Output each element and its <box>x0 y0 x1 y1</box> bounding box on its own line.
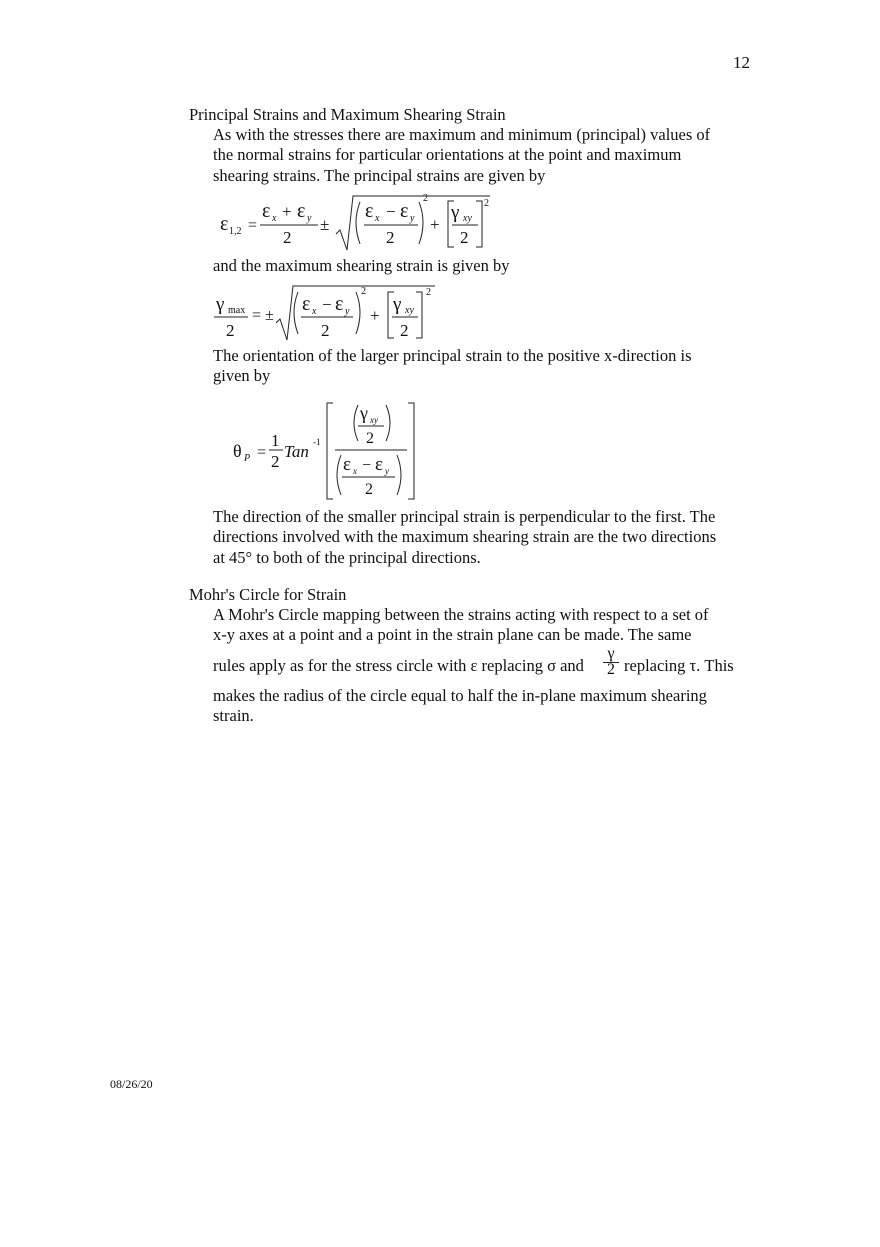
eq-epsilon: ε <box>262 200 271 222</box>
eq-denominator: 2 <box>460 228 469 247</box>
text-line: A Mohr's Circle mapping between the strains acting with respect to a set of <box>213 605 709 624</box>
eq-exponent: -1 <box>313 437 321 447</box>
text-line: directions involved with the maximum shearing strain are the two directions <box>213 527 717 547</box>
eq-subscript: xy <box>405 305 414 316</box>
page-number: 12 <box>733 53 750 72</box>
eq-exponent: 2 <box>423 193 428 204</box>
eq-plus: + <box>370 306 380 325</box>
eq-exponent: 2 <box>426 287 431 298</box>
eq-subscript: xy <box>370 415 378 425</box>
right-paren <box>419 202 423 244</box>
eq-gamma: γ <box>451 202 460 223</box>
left-bracket <box>327 403 333 499</box>
left-paren <box>294 292 298 334</box>
eq-minus: − <box>386 202 396 221</box>
eq-gamma: γ <box>216 294 225 315</box>
right-paren <box>397 455 401 495</box>
eq-epsilon: ε <box>297 200 306 222</box>
equation-principal-angle <box>225 395 425 505</box>
eq-exponent: 2 <box>361 286 366 297</box>
eq-subscript: y <box>307 213 312 224</box>
paragraph-smaller-principal <box>213 507 758 568</box>
eq-minus: − <box>362 457 372 474</box>
eq-subscript: x <box>312 306 317 317</box>
eq-subscript: y <box>385 466 389 476</box>
text-line: at 45° to both of the principal directions. <box>213 547 481 567</box>
eq-gamma: γ <box>360 403 368 423</box>
text-line: The direction of the smaller principal strain is perpendicular to the first. The <box>213 507 716 526</box>
paragraph-orientation <box>213 346 753 387</box>
text-segment: rules apply as for the stress circle with ε replacing σ and <box>213 656 584 675</box>
eq-equals-plus-minus: = ± <box>252 307 274 324</box>
eq-numerator: 1 <box>271 431 280 450</box>
eq-subscript: x <box>375 213 380 224</box>
left-paren <box>354 405 358 441</box>
eq-theta: θ <box>233 441 242 461</box>
eq-tan: Tan <box>284 442 309 461</box>
text-line: the normal strains for particular orientations at the point and maximum <box>213 145 682 165</box>
inline-fraction-gamma-over-2 <box>603 647 619 677</box>
section-heading-mohrs-circle: Mohr's Circle for Strain <box>189 585 347 604</box>
footer-date: 08/26/20 <box>110 1077 153 1091</box>
eq-denominator: 2 <box>226 321 235 340</box>
eq-subscript: y <box>410 213 415 224</box>
text-line: strain. <box>213 706 254 726</box>
eq-denominator: 2 <box>366 430 374 447</box>
right-paren <box>386 405 390 441</box>
eq-subscript: xy <box>463 213 472 224</box>
text-line: given by <box>213 366 271 386</box>
eq-subscript: max <box>228 305 246 316</box>
eq-subscript: x <box>272 213 277 224</box>
text-line: x-y axes at a point and a point in the strain plane can be made. The same <box>213 625 692 645</box>
eq-subscript: 1,2 <box>229 226 242 237</box>
eq-denominator: 2 <box>321 321 330 340</box>
eq-minus: − <box>322 295 332 314</box>
fraction-denominator: 2 <box>603 662 619 677</box>
paragraph-max-shear-intro: and the maximum shearing strain is given by <box>213 256 510 275</box>
eq-denominator: 2 <box>365 481 373 498</box>
text-line: The orientation of the larger principal strain to the positive x-direction is <box>213 346 692 365</box>
eq-epsilon: ε <box>343 454 351 475</box>
eq-plus: + <box>430 215 440 234</box>
text-line: makes the radius of the circle equal to half the in-plane maximum shearing <box>213 686 707 705</box>
equation-principal-strains <box>210 190 510 254</box>
left-paren <box>337 455 341 495</box>
eq-subscript: P <box>244 453 251 464</box>
eq-denominator: 2 <box>283 228 292 247</box>
right-paren <box>356 292 360 334</box>
text-line: shearing strains. The principal strains are given by <box>213 165 546 185</box>
eq-epsilon: ε <box>220 213 229 235</box>
eq-subscript: x <box>353 466 357 476</box>
eq-denominator: 2 <box>386 228 395 247</box>
text-line-with-fraction <box>213 656 584 676</box>
eq-epsilon: ε <box>400 200 409 222</box>
right-bracket <box>408 403 414 499</box>
paragraph-mohrs-circle <box>213 605 753 646</box>
eq-epsilon: ε <box>365 200 374 222</box>
paragraph-mohrs-circle-end <box>213 686 753 727</box>
equation-max-shearing-strain <box>210 280 450 344</box>
eq-equals: = <box>248 217 258 234</box>
eq-denominator: 2 <box>271 452 280 471</box>
text-segment: replacing τ. This <box>624 656 734 675</box>
eq-subscript: y <box>345 306 350 317</box>
eq-exponent: 2 <box>484 198 489 209</box>
eq-gamma: γ <box>393 294 402 315</box>
eq-plus: + <box>282 202 292 221</box>
right-bracket <box>416 292 422 338</box>
right-bracket <box>476 201 482 247</box>
eq-equals: = <box>257 444 267 461</box>
eq-epsilon: ε <box>335 293 344 315</box>
fraction-numerator: γ <box>607 645 615 662</box>
eq-epsilon: ε <box>375 454 383 475</box>
section-heading-principal-strains: Principal Strains and Maximum Shearing Strain <box>189 105 506 124</box>
eq-denominator: 2 <box>400 321 409 340</box>
paragraph-principal-intro <box>213 125 753 186</box>
eq-epsilon: ε <box>302 293 311 315</box>
text-line: As with the stresses there are maximum and minimum (principal) values of <box>213 125 711 144</box>
eq-plus-minus: ± <box>320 215 330 234</box>
left-paren <box>356 202 360 244</box>
